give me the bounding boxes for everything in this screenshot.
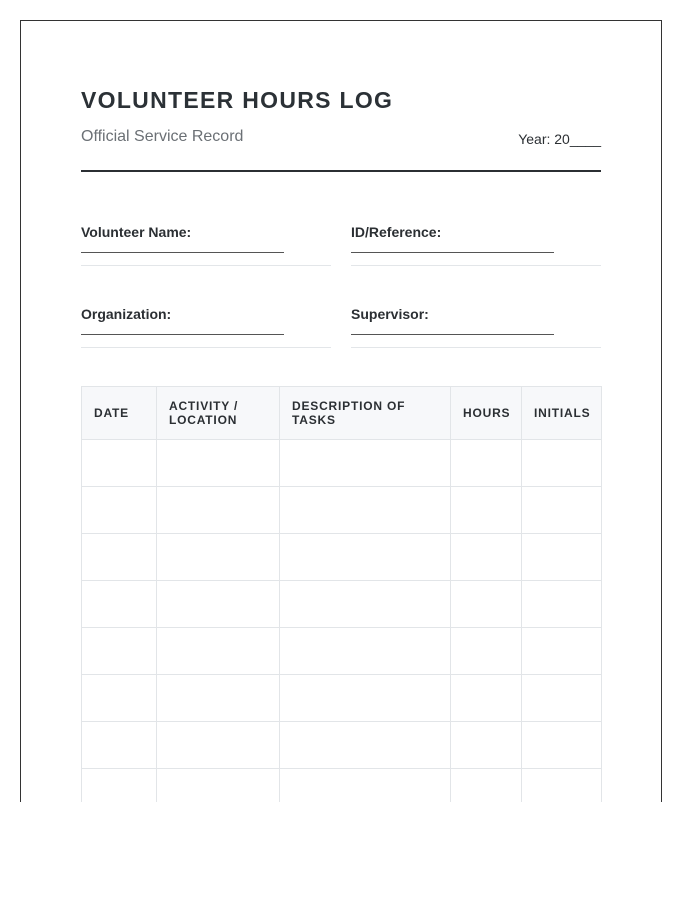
date-cell[interactable] (82, 722, 157, 769)
description-cell[interactable] (280, 440, 451, 487)
date-cell[interactable] (82, 534, 157, 581)
header-divider (81, 170, 601, 172)
description-cell[interactable] (280, 581, 451, 628)
column-header-date: DATE (82, 387, 157, 440)
column-header-initials: INITIALS (522, 387, 602, 440)
volunteer-name-field[interactable] (81, 224, 331, 240)
id-reference-field[interactable] (351, 224, 601, 240)
date-cell[interactable] (82, 628, 157, 675)
description-cell[interactable] (280, 769, 451, 803)
supervisor-label: Supervisor: (351, 306, 429, 322)
supervisor-input-line[interactable] (351, 334, 554, 335)
volunteer-name-input-line[interactable] (81, 252, 284, 253)
hours-cell[interactable] (451, 769, 522, 803)
column-header-hours: HOURS (451, 387, 522, 440)
page-subtitle: Official Service Record (81, 128, 244, 145)
table-header-row (82, 387, 602, 440)
year-field[interactable]: Year: 20____ (518, 131, 601, 147)
page-title: VOLUNTEER HOURS LOG (81, 87, 394, 113)
initials-cell[interactable] (522, 487, 602, 534)
description-cell[interactable] (280, 628, 451, 675)
field-separator (81, 347, 331, 348)
hours-cell[interactable] (451, 722, 522, 769)
field-separator (81, 265, 331, 266)
column-header-description: DESCRIPTION OF TASKS (280, 387, 451, 440)
description-cell[interactable] (280, 675, 451, 722)
id-reference-input-line[interactable] (351, 252, 554, 253)
initials-cell[interactable] (522, 581, 602, 628)
hours-log-table (81, 386, 602, 802)
column-header-activity-location: ACTIVITY / LOCATION (157, 387, 280, 440)
date-cell[interactable] (82, 487, 157, 534)
activity-location-cell[interactable] (157, 769, 280, 803)
activity-location-cell[interactable] (157, 628, 280, 675)
supervisor-field[interactable] (351, 306, 601, 322)
activity-location-cell[interactable] (157, 675, 280, 722)
hours-cell[interactable] (451, 581, 522, 628)
initials-cell[interactable] (522, 440, 602, 487)
table-row (82, 581, 602, 628)
activity-location-cell[interactable] (157, 487, 280, 534)
date-cell[interactable] (82, 440, 157, 487)
activity-location-cell[interactable] (157, 722, 280, 769)
initials-cell[interactable] (522, 628, 602, 675)
date-cell[interactable] (82, 769, 157, 803)
activity-location-cell[interactable] (157, 534, 280, 581)
organization-label: Organization: (81, 306, 172, 322)
document-page (20, 20, 662, 802)
description-cell[interactable] (280, 534, 451, 581)
field-separator (351, 347, 601, 348)
table-row (82, 722, 602, 769)
initials-cell[interactable] (522, 534, 602, 581)
hours-cell[interactable] (451, 487, 522, 534)
description-cell[interactable] (280, 722, 451, 769)
hours-cell[interactable] (451, 440, 522, 487)
id-reference-label: ID/Reference: (351, 224, 442, 240)
date-cell[interactable] (82, 675, 157, 722)
activity-location-cell[interactable] (157, 440, 280, 487)
description-cell[interactable] (280, 487, 451, 534)
volunteer-name-label: Volunteer Name: (81, 224, 192, 240)
table-row (82, 769, 602, 803)
hours-cell[interactable] (451, 675, 522, 722)
initials-cell[interactable] (522, 769, 602, 803)
initials-cell[interactable] (522, 675, 602, 722)
table-row (82, 487, 602, 534)
organization-field[interactable] (81, 306, 331, 322)
date-cell[interactable] (82, 581, 157, 628)
table-row (82, 628, 602, 675)
organization-input-line[interactable] (81, 334, 284, 335)
activity-location-cell[interactable] (157, 581, 280, 628)
table-row (82, 675, 602, 722)
field-separator (351, 265, 601, 266)
table-row (82, 534, 602, 581)
hours-cell[interactable] (451, 628, 522, 675)
table-row (82, 440, 602, 487)
table-body (82, 440, 602, 803)
hours-cell[interactable] (451, 534, 522, 581)
initials-cell[interactable] (522, 722, 602, 769)
